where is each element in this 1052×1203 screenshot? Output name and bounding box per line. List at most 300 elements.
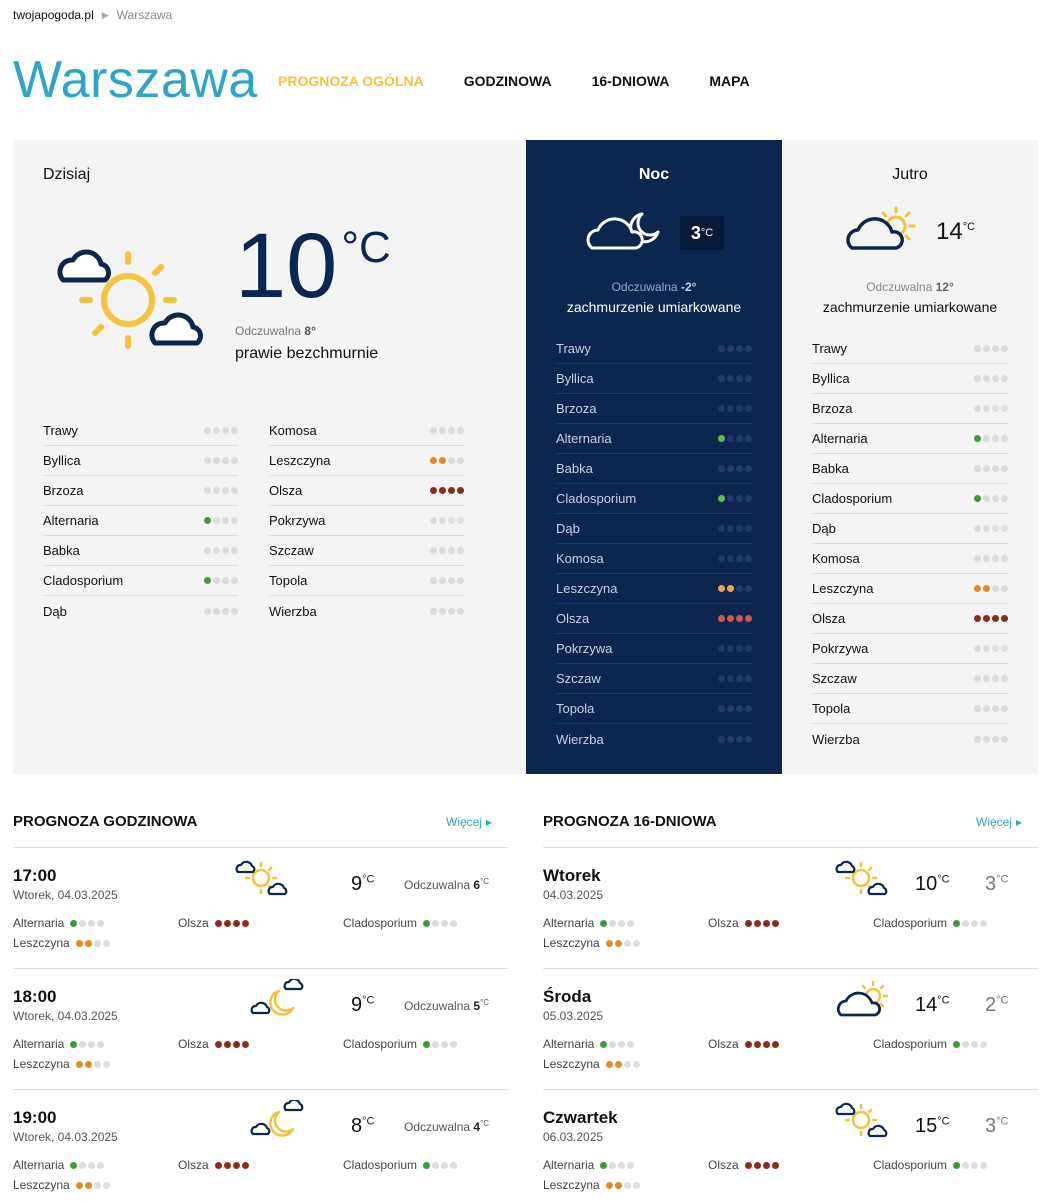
pollen-row xyxy=(43,446,238,476)
pollen-level-dots xyxy=(974,705,1008,712)
pollen-name: Komosa xyxy=(269,423,317,438)
pollen-name: Szczaw xyxy=(556,671,601,686)
pollen-dot xyxy=(224,920,231,927)
pollen-dot xyxy=(718,615,725,622)
pollen-level-dots xyxy=(215,1162,249,1169)
pollen-dot xyxy=(727,736,734,743)
pollen-dot xyxy=(983,675,990,682)
pollen-dot xyxy=(79,920,86,927)
mini-pollen: Alternaria xyxy=(13,1037,104,1051)
pollen-dot xyxy=(430,547,437,554)
pollen-dot xyxy=(718,495,725,502)
pollen-dot xyxy=(718,375,725,382)
pollen-dot xyxy=(439,547,446,554)
pollen-dot xyxy=(439,457,446,464)
sun-with-clouds-icon xyxy=(51,240,211,355)
pollen-level-dots xyxy=(430,517,464,524)
pollen-level-dots xyxy=(974,585,1008,592)
tab-16day[interactable]: 16-DNIOWA xyxy=(591,73,670,89)
pollen-name: Trawy xyxy=(812,341,847,356)
pollen-level-dots xyxy=(974,736,1008,743)
today-label: Dzisiaj xyxy=(43,166,91,183)
daily-date: 04.03.2025 xyxy=(543,888,604,902)
pollen-dot xyxy=(633,940,640,947)
pollen-dot xyxy=(745,1162,752,1169)
pollen-dot xyxy=(974,555,981,562)
cloud-sun-icon xyxy=(844,204,920,252)
pollen-dot xyxy=(1001,675,1008,682)
pollen-dot xyxy=(718,675,725,682)
pollen-row xyxy=(556,484,752,514)
pollen-dot xyxy=(450,1041,457,1048)
pollen-dot xyxy=(745,736,752,743)
pollen-dot xyxy=(983,525,990,532)
pollen-dot xyxy=(953,920,960,927)
pollen-dot xyxy=(1001,705,1008,712)
mini-pollen: Leszczyna xyxy=(543,1178,640,1192)
pollen-dot xyxy=(953,1162,960,1169)
pollen-row xyxy=(556,334,752,364)
pollen-level-dots xyxy=(718,585,752,592)
pollen-dot xyxy=(88,1041,95,1048)
pollen-dot xyxy=(242,1162,249,1169)
pollen-name: Olsza xyxy=(556,611,590,626)
pollen-dot xyxy=(992,435,999,442)
pollen-dot xyxy=(224,1162,231,1169)
breadcrumb-current: Warszawa xyxy=(116,8,173,22)
pollen-row xyxy=(43,596,238,626)
pollen-dot xyxy=(222,457,229,464)
pollen-level-dots xyxy=(953,1041,987,1048)
pollen-dot xyxy=(457,427,464,434)
pollen-dot xyxy=(962,1041,969,1048)
night-description: zachmurzenie umiarkowane xyxy=(566,299,742,315)
pollen-dot xyxy=(606,1182,613,1189)
daily-item[interactable] xyxy=(543,969,1038,1089)
pollen-dot xyxy=(983,615,990,622)
pollen-dot xyxy=(980,1041,987,1048)
pollen-dot xyxy=(992,736,999,743)
pollen-level-dots xyxy=(974,495,1008,502)
pollen-dot xyxy=(103,940,110,947)
cloud-sun-icon xyxy=(835,979,891,1024)
pollen-name: Olsza xyxy=(269,483,303,498)
pollen-dot xyxy=(457,517,464,524)
pollen-name: Cladosporium xyxy=(812,491,893,506)
pollen-dot xyxy=(624,1061,631,1068)
hourly-item[interactable] xyxy=(13,1090,508,1203)
pollen-level-dots xyxy=(718,705,752,712)
pollen-dot xyxy=(627,1162,634,1169)
pollen-dot xyxy=(600,1041,607,1048)
pollen-row xyxy=(812,514,1008,544)
pollen-dot xyxy=(213,577,220,584)
pollen-level-dots xyxy=(974,675,1008,682)
mini-pollen: Alternaria xyxy=(13,916,104,930)
pollen-dot xyxy=(962,920,969,927)
daily-date: 06.03.2025 xyxy=(543,1130,604,1144)
mini-pollen: Cladosporium xyxy=(343,916,457,930)
pollen-dot xyxy=(85,1061,92,1068)
night-label: Noc xyxy=(638,166,670,183)
pollen-dot xyxy=(727,495,734,502)
pollen-row xyxy=(812,574,1008,604)
pollen-dot xyxy=(974,495,981,502)
pollen-dot xyxy=(772,920,779,927)
pollen-dot xyxy=(745,525,752,532)
today-feels-like: Odczuwalna 8° xyxy=(235,324,316,338)
pollen-list-left xyxy=(43,416,238,626)
pollen-dot xyxy=(233,920,240,927)
pollen-name: Wierzba xyxy=(556,731,604,747)
pollen-dot xyxy=(450,1162,457,1169)
pollen-dot xyxy=(983,736,990,743)
pollen-dot xyxy=(633,1182,640,1189)
pollen-dot xyxy=(971,1041,978,1048)
pollen-dot xyxy=(754,1041,761,1048)
pollen-name: Cladosporium xyxy=(43,573,124,588)
pollen-name: Alternaria xyxy=(43,513,99,528)
pollen-name: Szczaw xyxy=(812,671,857,686)
hourly-item[interactable] xyxy=(13,969,508,1089)
pollen-dot xyxy=(430,608,437,615)
mini-pollen: Olsza xyxy=(178,1158,249,1172)
pollen-level-dots xyxy=(215,920,249,927)
hourly-more-link[interactable]: Więcej ▸ xyxy=(446,815,492,829)
pollen-dot xyxy=(745,345,752,352)
pollen-dot xyxy=(204,487,211,494)
today-temperature: $10^{^\circ C}$ xyxy=(235,215,391,317)
pollen-dot xyxy=(423,1041,430,1048)
hourly-feels-like: Odczuwalna $6^{^\circ C}$ xyxy=(404,877,490,892)
pollen-dot xyxy=(745,495,752,502)
pollen-dot xyxy=(439,577,446,584)
daily-day: Wtorek xyxy=(543,866,601,885)
pollen-dot xyxy=(432,920,439,927)
pollen-dot xyxy=(79,1041,86,1048)
daily-min-temp: $3^{^\circ C}$ xyxy=(985,1115,1009,1137)
pollen-dot xyxy=(231,427,238,434)
pollen-dot xyxy=(974,615,981,622)
pollen-row xyxy=(812,364,1008,394)
pollen-row xyxy=(43,536,238,566)
pollen-row xyxy=(43,416,238,446)
pollen-dot xyxy=(983,555,990,562)
pollen-dot xyxy=(718,555,725,562)
page-title: Warszawa xyxy=(13,51,258,109)
pollen-dot xyxy=(736,585,743,592)
moon-with-clouds-icon xyxy=(249,1100,305,1145)
pollen-dot xyxy=(1001,585,1008,592)
pollen-dot xyxy=(727,465,734,472)
mini-pollen: Olsza xyxy=(178,916,249,930)
mini-pollen: Cladosporium xyxy=(873,1037,987,1051)
pollen-row xyxy=(556,694,752,724)
pollen-dot xyxy=(974,405,981,412)
pollen-dot xyxy=(974,375,981,382)
pollen-name: Dąb xyxy=(556,521,580,536)
pollen-dot xyxy=(983,405,990,412)
pollen-dot xyxy=(627,1041,634,1048)
pollen-dot xyxy=(736,435,743,442)
pollen-level-dots xyxy=(953,1162,987,1169)
pollen-dot xyxy=(727,345,734,352)
pollen-row xyxy=(812,484,1008,514)
pollen-dot xyxy=(609,1162,616,1169)
pollen-dot xyxy=(953,1041,960,1048)
pollen-dot xyxy=(600,920,607,927)
pollen-level-dots xyxy=(70,1041,104,1048)
daily-section-title: PROGNOZA 16-DNIOWA xyxy=(543,813,717,830)
pollen-level-dots xyxy=(430,577,464,584)
mini-pollen: Olsza xyxy=(708,1037,779,1051)
hourly-feels-like: Odczuwalna $5^{^\circ C}$ xyxy=(404,998,490,1013)
sun-with-clouds-icon xyxy=(835,1100,891,1145)
pollen-dot xyxy=(423,920,430,927)
breadcrumb xyxy=(13,8,172,22)
pollen-dot xyxy=(97,920,104,927)
pollen-level-dots xyxy=(600,1041,634,1048)
pollen-dot xyxy=(633,1061,640,1068)
pollen-row xyxy=(269,536,464,566)
night-pollen-list xyxy=(556,334,752,754)
pollen-dot xyxy=(974,705,981,712)
pollen-level-dots xyxy=(430,547,464,554)
pollen-dot xyxy=(457,487,464,494)
pollen-row xyxy=(556,664,752,694)
pollen-dot xyxy=(432,1162,439,1169)
pollen-dot xyxy=(772,1162,779,1169)
tab-map[interactable]: MAPA xyxy=(709,73,750,89)
moon-with-clouds-icon xyxy=(249,979,305,1024)
pollen-dot xyxy=(430,577,437,584)
breadcrumb-site[interactable]: twojapogoda.pl xyxy=(13,8,94,22)
pollen-dot xyxy=(615,1182,622,1189)
pollen-dot xyxy=(215,1041,222,1048)
pollen-row xyxy=(812,664,1008,694)
pollen-dot xyxy=(1001,495,1008,502)
pollen-level-dots xyxy=(953,920,987,927)
pollen-dot xyxy=(736,675,743,682)
hourly-feels-like: Odczuwalna $4^{^\circ C}$ xyxy=(404,1119,490,1134)
mini-pollen: Alternaria xyxy=(13,1158,104,1172)
pollen-row xyxy=(269,416,464,446)
pollen-dot xyxy=(430,487,437,494)
pollen-dot xyxy=(736,705,743,712)
pollen-dot xyxy=(727,645,734,652)
pollen-dot xyxy=(745,435,752,442)
mini-pollen: Cladosporium xyxy=(873,916,987,930)
daily-min-temp: $3^{^\circ C}$ xyxy=(985,873,1009,895)
pollen-dot xyxy=(213,547,220,554)
pollen-dot xyxy=(76,1061,83,1068)
night-feels-like: Odczuwalna -2° xyxy=(611,280,697,294)
pollen-dot xyxy=(718,405,725,412)
pollen-level-dots xyxy=(718,525,752,532)
pollen-level-dots xyxy=(718,405,752,412)
hourly-item[interactable] xyxy=(13,848,508,968)
pollen-dot xyxy=(627,920,634,927)
pollen-dot xyxy=(971,1162,978,1169)
pollen-name: Leszczyna xyxy=(812,581,874,596)
pollen-dot xyxy=(448,487,455,494)
pollen-level-dots xyxy=(974,435,1008,442)
pollen-dot xyxy=(448,608,455,615)
mini-pollen: Alternaria xyxy=(543,1037,634,1051)
pollen-dot xyxy=(974,675,981,682)
pollen-dot xyxy=(204,457,211,464)
tab-overview[interactable]: PROGNOZA OGÓLNA xyxy=(278,73,424,89)
pollen-level-dots xyxy=(718,435,752,442)
pollen-dot xyxy=(974,435,981,442)
hourly-temp: $9^{^\circ C}$ xyxy=(351,994,375,1016)
pollen-dot xyxy=(457,608,464,615)
pollen-dot xyxy=(992,465,999,472)
pollen-level-dots xyxy=(718,555,752,562)
daily-max-temp: $10^{^\circ C}$ xyxy=(915,873,950,895)
pollen-level-dots xyxy=(70,920,104,927)
pollen-dot xyxy=(609,920,616,927)
pollen-row xyxy=(556,634,752,664)
pollen-dot xyxy=(983,465,990,472)
pollen-dot xyxy=(423,1162,430,1169)
pollen-dot xyxy=(231,608,238,615)
pollen-name: Komosa xyxy=(556,551,604,566)
pollen-dot xyxy=(718,705,725,712)
pollen-dot xyxy=(215,1162,222,1169)
tomorrow-feels-like: Odczuwalna 12° xyxy=(866,280,954,294)
pollen-row xyxy=(812,544,1008,574)
pollen-dot xyxy=(103,1061,110,1068)
pollen-dot xyxy=(97,1041,104,1048)
pollen-row xyxy=(556,394,752,424)
pollen-dot xyxy=(231,577,238,584)
pollen-level-dots xyxy=(430,427,464,434)
mini-pollen: Cladosporium xyxy=(343,1037,457,1051)
pollen-row xyxy=(556,574,752,604)
pollen-row xyxy=(43,476,238,506)
pollen-dot xyxy=(718,345,725,352)
night-temperature: 3 °C xyxy=(680,216,724,250)
pollen-dot xyxy=(727,435,734,442)
tab-hourly[interactable]: GODZINOWA xyxy=(463,73,552,89)
pollen-dot xyxy=(624,1182,631,1189)
pollen-dot xyxy=(718,525,725,532)
mini-pollen: Cladosporium xyxy=(873,1158,987,1172)
daily-max-temp: $14^{^\circ C}$ xyxy=(915,994,950,1016)
hourly-temp: $9^{^\circ C}$ xyxy=(351,873,375,895)
pollen-level-dots xyxy=(430,457,464,464)
pollen-dot xyxy=(213,457,220,464)
pollen-name: Dąb xyxy=(43,603,67,619)
pollen-dot xyxy=(754,1162,761,1169)
pollen-dot xyxy=(204,608,211,615)
pollen-dot xyxy=(736,375,743,382)
pollen-dot xyxy=(606,1061,613,1068)
pollen-dot xyxy=(615,1061,622,1068)
pollen-dot xyxy=(763,920,770,927)
daily-item[interactable] xyxy=(543,1090,1038,1203)
pollen-row xyxy=(43,506,238,536)
pollen-level-dots xyxy=(204,457,238,464)
pollen-dot xyxy=(727,675,734,682)
pollen-dot xyxy=(718,465,725,472)
pollen-level-dots xyxy=(974,465,1008,472)
pollen-list-right xyxy=(269,416,464,626)
pollen-dot xyxy=(983,435,990,442)
pollen-dot xyxy=(233,1041,240,1048)
sun-with-clouds-icon xyxy=(835,858,891,903)
daily-item[interactable] xyxy=(543,848,1038,968)
pollen-row xyxy=(556,724,752,754)
pollen-dot xyxy=(94,1061,101,1068)
pollen-level-dots xyxy=(974,615,1008,622)
pollen-dot xyxy=(222,427,229,434)
pollen-dot xyxy=(224,1041,231,1048)
pollen-dot xyxy=(204,547,211,554)
daily-day: Czwartek xyxy=(543,1108,618,1127)
pollen-dot xyxy=(736,495,743,502)
pollen-dot xyxy=(971,920,978,927)
pollen-dot xyxy=(736,615,743,622)
pollen-name: Babka xyxy=(43,543,80,558)
daily-min-temp: $2^{^\circ C}$ xyxy=(985,994,1009,1016)
pollen-dot xyxy=(448,577,455,584)
pollen-dot xyxy=(457,577,464,584)
pollen-dot xyxy=(745,675,752,682)
pollen-level-dots xyxy=(606,1182,640,1189)
pollen-dot xyxy=(606,940,613,947)
pollen-dot xyxy=(1001,615,1008,622)
pollen-name: Brzoza xyxy=(556,401,597,416)
hourly-date: Wtorek, 04.03.2025 xyxy=(13,888,118,902)
pollen-dot xyxy=(76,940,83,947)
today-panel xyxy=(13,140,526,774)
pollen-name: Byllica xyxy=(812,371,850,386)
daily-more-link[interactable]: Więcej ▸ xyxy=(976,815,1022,829)
pollen-name: Babka xyxy=(556,461,593,476)
sun-with-clouds-icon xyxy=(235,858,291,903)
pollen-dot xyxy=(736,345,743,352)
pollen-row xyxy=(812,604,1008,634)
pollen-level-dots xyxy=(600,920,634,927)
pollen-dot xyxy=(430,457,437,464)
pollen-level-dots xyxy=(718,615,752,622)
pollen-row xyxy=(269,446,464,476)
pollen-dot xyxy=(94,940,101,947)
hourly-time: 18:00 xyxy=(13,987,57,1006)
mini-pollen: Olsza xyxy=(708,1158,779,1172)
pollen-level-dots xyxy=(215,1041,249,1048)
pollen-dot xyxy=(745,465,752,472)
pollen-name: Trawy xyxy=(556,341,591,356)
pollen-name: Brzoza xyxy=(43,483,84,498)
pollen-name: Wierzba xyxy=(812,731,860,747)
pollen-dot xyxy=(85,940,92,947)
pollen-dot xyxy=(745,645,752,652)
pollen-dot xyxy=(624,940,631,947)
pollen-dot xyxy=(745,1041,752,1048)
pollen-name: Dąb xyxy=(812,521,836,536)
pollen-dot xyxy=(727,615,734,622)
pollen-level-dots xyxy=(204,547,238,554)
pollen-level-dots xyxy=(606,940,640,947)
pollen-dot xyxy=(983,375,990,382)
pollen-dot xyxy=(1001,435,1008,442)
daily-date: 05.03.2025 xyxy=(543,1009,604,1023)
pollen-dot xyxy=(1001,525,1008,532)
pollen-dot xyxy=(983,645,990,652)
